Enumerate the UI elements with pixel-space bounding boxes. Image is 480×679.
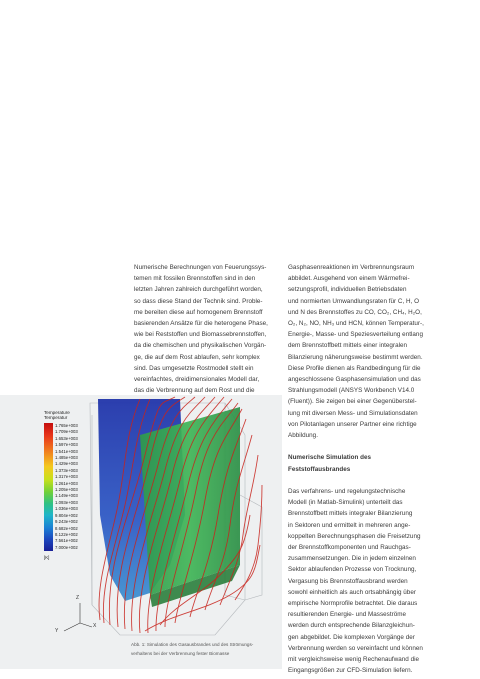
temperature-legend [44,410,78,560]
text-line: temen mit fossilen Brennstoffen sind in den [134,275,256,283]
text-line: in Sektoren und ermittelt in mehreren ange- [288,521,411,529]
text-line: sind. Das umgesetzte Rostmodell stellt ein [134,364,254,372]
text-line: Abbildung. [288,432,318,440]
simulation-render [0,395,282,669]
legend-value: 1.597e+003 [55,442,78,448]
text-line: angeschlossene Gasphasensimulation und das [288,376,421,384]
legend-value: 8.122e+002 [55,531,78,537]
text-line: setzungsprofil, individuellen Betriebsdaten [288,286,407,294]
legend-value: 9.243e+002 [55,519,78,525]
legend-value: 1.261e+003 [55,480,78,486]
simulation-figure [0,395,282,669]
legend-value: 1.373e+003 [55,467,78,473]
legend-value: 1.485e+003 [55,455,78,461]
text-line: zusammensetzungen. Die in jedem einzelnen [288,555,416,563]
text-line: basierenden Ansätze für die heterogene Phase, [134,320,268,328]
legend-value: 7.561e+002 [55,538,78,544]
text-line: letzten Jahren zahlreich durchgeführt worden, [134,286,263,294]
text-line: Sektor ablaufenden Prozesse von Trocknung, [288,566,417,574]
axis-y-label: Y [55,628,59,634]
text-line: O₂, N₂, NO, NH₃ und HCN, können Temperatur-, [288,320,424,328]
text-line: werden durch entsprechende Bilanzgleichun- [288,622,415,630]
text-line: me bereiten diese auf homogenem Brennstoff [134,308,263,316]
text-line: Brennstoffbett mittels integraler Bilanzierung [288,510,413,518]
body-text-left [134,262,282,396]
text-line: Diese Profile dienen als Randbedingung für die [288,364,421,372]
legend-colorbar [44,423,53,551]
legend-value: 1.149e+003 [55,493,78,499]
text-line: dem Brennstoffbett mittels einer integralen [288,342,408,350]
text-line: Verbrennung werden so vereinfacht und können [288,644,423,652]
axis-x-label: X [93,623,97,629]
legend-subtitle: Temperatur [44,415,68,421]
text-line: Das verfahrens- und regelungstechnische [288,488,406,496]
text-line: (Fluent)). Sie zeigen bei einer Gegenüberstel- [288,398,417,406]
legend-value: 1.709e+003 [55,429,78,435]
legend-value: 9.804e+002 [55,512,78,518]
text-line: sowohl einheitlich als auch ortsabhängig über [288,588,416,596]
text-line: Bilanzierung näherungsweise bestimmt werden. [288,353,423,361]
text-line: Gasphasenreaktionen im Verbrennungsraum [288,264,415,271]
legend-unit: [K] [44,555,50,560]
section-heading: Feststoffausbrandes [288,465,351,473]
text-line: gen abgebildet. Die komplexen Vorgänge der [288,633,415,641]
text-line: von Pilotanlagen unserer Partner eine richtige [288,420,417,428]
text-line: das die Verbrennung auf dem Rost und die [134,387,255,395]
body-text-right [288,262,440,676]
axis-z-label: Z [76,595,80,601]
figure-caption [131,640,281,658]
text-line: vereinfachtes, dreidimensionales Modell dar, [134,376,260,384]
legend-value: 1.429e+003 [55,461,78,467]
text-line: ge, die auf dem Rost ablaufen, sehr komplex [134,353,260,361]
text-line: und N des Brennstoffes zu CO, CO₂, CH₄, H₂O, [288,308,422,316]
text-line: Numerische Berechnungen von Feuerungssys- [134,264,267,271]
text-line: resultierenden Energie- und Masseströme [288,611,407,619]
legend-title: Temperature [44,410,70,415]
wall-section [140,407,240,595]
legend-value: 1.093e+003 [55,499,78,505]
legend-value: 8.682e+002 [55,525,78,531]
text-line: empirische Normprofile betrachtet. Die daraus [288,600,418,608]
legend-value: 1.541e+003 [55,448,78,454]
legend-value: 1.765e+003 [55,423,78,428]
legend-value: 1.036e+003 [55,506,78,512]
text-line: Strahlungsmodell (ANSYS Workbench V14.0 [288,387,415,395]
text-line: Vergasung bis Brennstoffausbrand werden [288,577,408,585]
text-line: abbildet. Ausgehend von einem Wärmefrei- [288,275,410,283]
legend-values [55,423,78,551]
text-line: und normierten Umwandlungsraten für C, H, O [288,297,420,305]
text-line: Eingangsgrößen zur CFD-Simulation liefern. [288,667,413,675]
text-line: Modell (in Matlab-Simulink) unterteilt das [288,499,403,507]
text-line: mit vergleichsweise wenig Rechenaufwand die [288,656,420,664]
legend-value: 1.317e+003 [55,474,78,480]
legend-value: 1.653e+003 [55,435,78,441]
legend-value: 1.205e+003 [55,487,78,493]
section-heading: Numerische Simulation des [288,454,372,462]
text-line: der Brennstoffkomponenten und Rauchgas- [288,544,411,552]
caption-line: Abb. 1: Simulation des Gasausbrandes und des Strömungs- [131,642,254,647]
text-line: Energie-, Masse- und Speziesverteilung entlang [288,331,423,339]
text-line: so dass diese Stand der Technik sind. Proble- [134,297,263,305]
text-line: lung mit diversen Mess- und Simulationsdaten [288,409,418,417]
text-line: da die chemischen und physikalischen Vorgän- [134,342,267,350]
text-line: wie bei Reststoffen und Biomassebrennstoffen, [134,331,267,339]
axis-triad [64,603,92,631]
caption-line: verhaltens bei der Verbrennung fester Biomasse [131,651,230,656]
text-line: koppelten Berechnungsphasen die Freisetzung [288,532,421,540]
legend-value: 7.000e+002 [55,544,78,550]
